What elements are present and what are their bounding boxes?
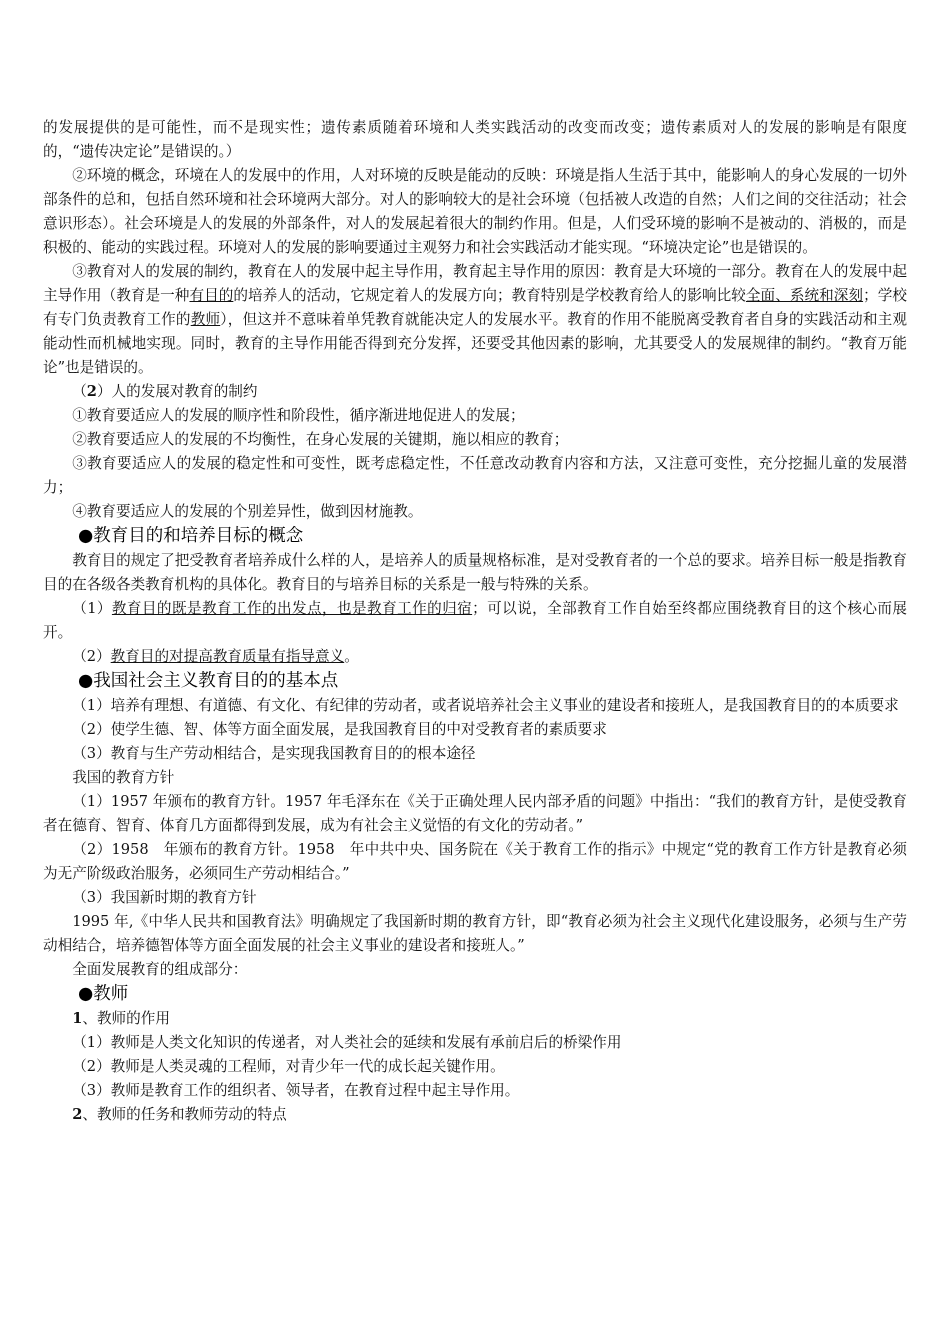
document-page (43, 116, 907, 1127)
paragraph: 教育目的规定了把受教育者培养成什么样的人，是培养人的质量规格标准，是对受教育者的一个总的要求。培养目标一般是指教育目的在各级各类教育机构的具体化。教育目的与培养目标的关系是一般与特殊的关系。 (43, 552, 907, 593)
text-run: ）人的发展对教育的制约 (96, 383, 258, 400)
text-run: ），但这并不意味着单凭教育就能决定人的发展水平。教育的作用不能脱离受教育者自身的实践活动和主观能动性而机械地实现。同时，教育的主导作用能否得到充分发挥，还要受其他因素的影响，尤其要受人的发展规律的制约。“教育万能论”也是错误的。 (43, 311, 907, 376)
text-run: （2） (72, 648, 111, 665)
underlined-text: 教育目的对提高教育质量有指导意义 (110, 648, 345, 665)
section-number: 2 (86, 383, 97, 400)
subheading (43, 1103, 907, 1127)
list-item: （1）培养有理想、有道德、有文化、有纪律的劳动者，或者说培养社会主义事业的建设者和接班人，是我国教育目的的本质要求 (72, 697, 899, 714)
subheading: 我国的教育方针 (72, 769, 175, 786)
list-item: （3）教育与生产劳动相结合，是实现我国教育目的的根本途径 (72, 745, 476, 762)
list-item: ③教育要适应人的发展的稳定性和可变性，既考虑稳定性，不任意改动教育内容和方法，又注意可变性，充分挖掘儿童的发展潜力； (43, 455, 907, 496)
underlined-text: 全面、系统和深刻 (745, 287, 864, 304)
list-item: （2）教师是人类灵魂的工程师，对青少年一代的成长起关键作用。 (72, 1058, 505, 1075)
list-item: （3）我国新时期的教育方针 (72, 889, 257, 906)
list-item (43, 645, 907, 669)
list-item: （3）教师是教育工作的组织者、领导者，在教育过程中起主导作用。 (72, 1082, 520, 1099)
text-run: 的培养人的活动，它规定着人的发展方向；教育特别是学校教育给人的影响比较 (233, 287, 746, 304)
text-run: ③教育对人的发展的制约，教育在人的发展中起主导作用，教育起主导作用的原因：教育是大环境的一部分。教育在人的发展中起主导作用（教育是一种 (43, 263, 907, 304)
text-run: 、教师的任务和教师劳动的特点 (82, 1106, 287, 1123)
underlined-text: 教师 (190, 311, 221, 328)
paragraph (43, 260, 907, 380)
list-item: ②教育要适应人的发展的不均衡性，在身心发展的关键期，施以相应的教育； (72, 431, 569, 448)
list-item: ①教育要适应人的发展的顺序性和阶段性，循序渐进地促进人的发展； (72, 407, 525, 424)
list-item: （1）1957 年颁布的教育方针。1957 年毛泽东在《关于正确处理人民内部矛盾的问题》中指出：“我们的教育方针，是使受教育者在德育、智育、体育几方面都得到发展，成为有社会主义觉悟的有文化的劳动者。” (43, 793, 907, 834)
underlined-text: 教育目的既是教育工作的出发点，也是教育工作的归宿 (111, 600, 473, 617)
section-heading: ●教师 (78, 984, 129, 1004)
text-run: 。 (344, 648, 359, 665)
section-heading: ●教育目的和培养目标的概念 (78, 526, 304, 546)
text-run: （1） (72, 600, 112, 617)
subheading (43, 380, 907, 404)
text-run: （ (72, 383, 87, 400)
underlined-text: 有目的 (189, 287, 234, 304)
subheading (43, 1007, 907, 1031)
list-item (43, 597, 907, 645)
paragraph: 全面发展教育的组成部分： (72, 961, 248, 978)
list-item: （2）使学生德、智、体等方面全面发展，是我国教育目的中对受教育者的素质要求 (72, 721, 607, 738)
paragraph: 的发展提供的是可能性，而不是现实性；遗传素质随着环境和人类实践活动的改变而改变；遗传素质对人的发展的影响是有限度的，“遗传决定论”是错误的。） (43, 119, 907, 160)
text-run: ；可以说，全部教育工作自始至终都应围绕教育目的这个核心而展开。 (43, 600, 907, 641)
paragraph: 1995 年,《中华人民共和国教育法》明确规定了我国新时期的教育方针，即“教育必须为社会主义现代化建设服务，必须与生产劳动相结合，培养德智体等方面全面发展的社会主义事业的建设者和接班人。” (43, 913, 907, 954)
section-heading: ●我国社会主义教育目的的基本点 (78, 671, 339, 691)
paragraph: ②环境的概念，环境在人的发展中的作用，人对环境的反映是能动的反映：环境是指人生活于其中，能影响人的身心发展的一切外部条件的总和，包括自然环境和社会环境两大部分。对人的影响较大的是社会环境（包括被人改造的自然；人们之间的交往活动；社会意识形态）。社会环境是人的发展的外部条件，对人的发展起着很大的制约作用。但是，人们受环境的影响不是被动的、消极的，而是积极的、能动的实践过程。环境对人的发展的影响要通过主观努力和社会实践活动才能实现。“环境决定论”也是错误的。 (43, 167, 907, 256)
section-number: 2 (72, 1106, 83, 1123)
text-run: ；学校有专门负责教育工作的 (43, 287, 907, 328)
list-item: （2）1958 年颁布的教育方针。1958 年中共中央、国务院在《关于教育工作的指示》中规定“党的教育工作方针是教育必须为无产阶级政治服务，必须同生产劳动相结合。” (43, 841, 907, 882)
text-run: 、教师的作用 (82, 1010, 170, 1027)
section-number: 1 (72, 1010, 83, 1027)
list-item: ④教育要适应人的发展的个别差异性，做到因材施教。 (72, 503, 423, 520)
list-item: （1）教师是人类文化知识的传递者，对人类社会的延续和发展有承前启后的桥梁作用 (72, 1034, 622, 1051)
